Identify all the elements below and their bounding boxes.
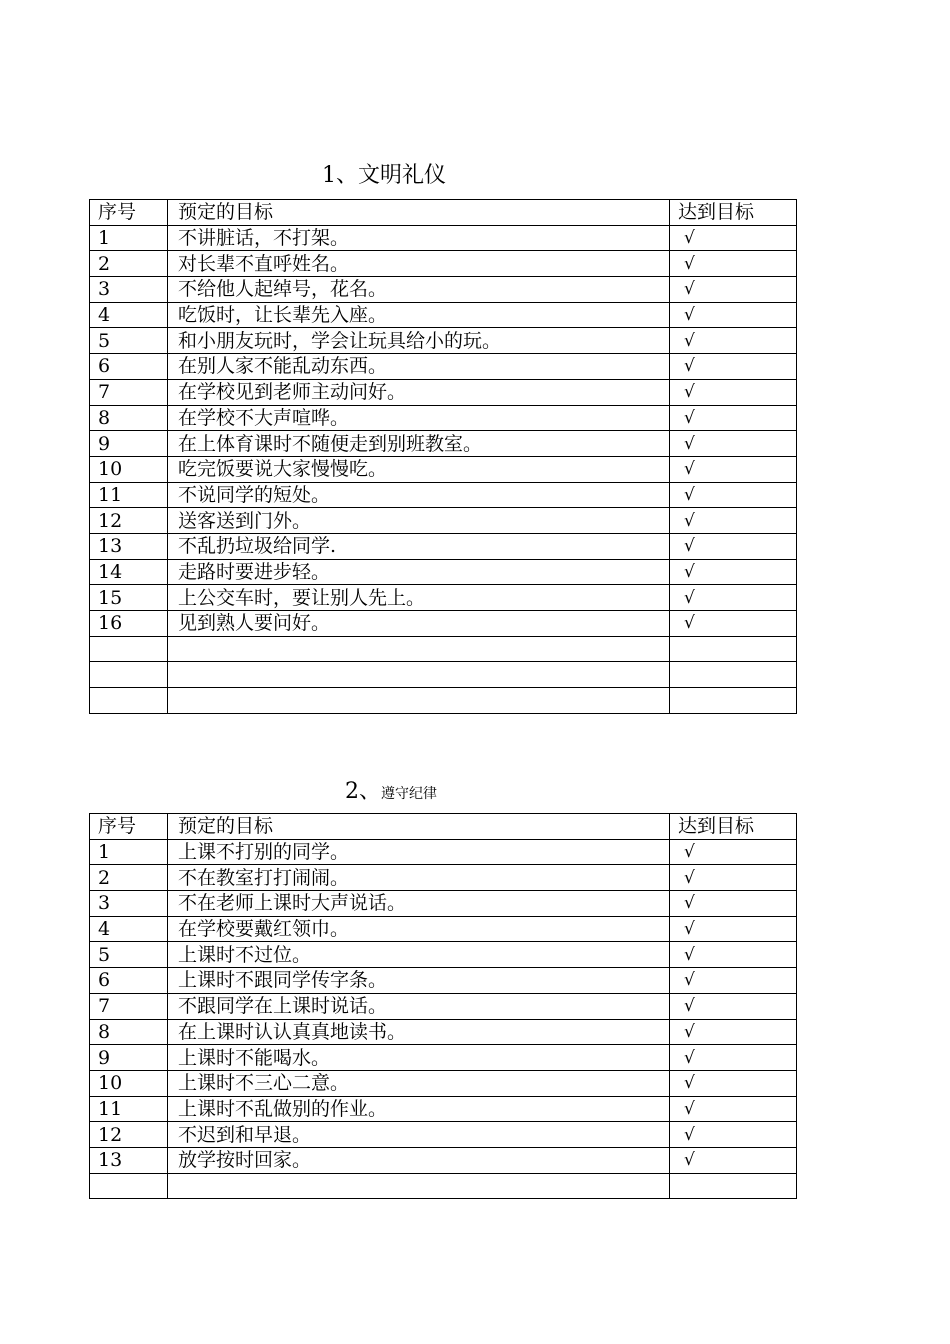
table-row [90, 533, 797, 559]
row-achieved-check: √ [670, 533, 797, 559]
row-achieved-check: √ [670, 251, 797, 277]
row-number: 11 [90, 482, 168, 508]
section-number: 1、 [322, 163, 358, 188]
row-achieved-check: √ [670, 1070, 797, 1096]
row-goal: 上课时不三心二意。 [168, 1070, 670, 1096]
row-goal: 在上课时认认真真地读书。 [168, 1019, 670, 1045]
row-number [90, 688, 168, 714]
section-title-text: 文明礼仪 [358, 163, 447, 188]
table-row [90, 1045, 797, 1071]
table-row [90, 508, 797, 534]
row-number: 3 [90, 891, 168, 917]
table-row [90, 611, 797, 637]
row-goal [168, 1173, 670, 1199]
row-achieved-check: √ [670, 1019, 797, 1045]
row-goal: 送客送到门外。 [168, 508, 670, 534]
row-achieved-check: √ [670, 456, 797, 482]
row-number: 6 [90, 968, 168, 994]
row-number: 10 [90, 1070, 168, 1096]
table-row [90, 354, 797, 380]
row-achieved-check [670, 1173, 797, 1199]
row-number: 14 [90, 559, 168, 585]
row-achieved-check: √ [670, 1096, 797, 1122]
row-number: 15 [90, 585, 168, 611]
header-goal: 预定的目标 [168, 200, 670, 226]
row-number: 13 [90, 1147, 168, 1173]
civility-goals-table [89, 199, 797, 714]
table-row [90, 839, 797, 865]
table-row [90, 277, 797, 303]
row-goal: 上课不打别的同学。 [168, 839, 670, 865]
row-number: 1 [90, 225, 168, 251]
row-number: 2 [90, 251, 168, 277]
table-row [90, 688, 797, 714]
row-goal: 走路时要进步轻。 [168, 559, 670, 585]
row-goal: 上课时不跟同学传字条。 [168, 968, 670, 994]
table-row [90, 328, 797, 354]
table-row [90, 1147, 797, 1173]
header-goal: 预定的目标 [168, 814, 670, 840]
row-achieved-check: √ [670, 942, 797, 968]
header-num: 序号 [90, 814, 168, 840]
row-number: 12 [90, 508, 168, 534]
table-row [90, 1070, 797, 1096]
row-number: 6 [90, 354, 168, 380]
row-goal: 上课时不乱做别的作业。 [168, 1096, 670, 1122]
row-achieved-check: √ [670, 839, 797, 865]
row-goal: 吃完饭要说大家慢慢吃。 [168, 456, 670, 482]
table-row [90, 916, 797, 942]
row-goal: 在别人家不能乱动东西。 [168, 354, 670, 380]
row-goal: 上公交车时，要让别人先上。 [168, 585, 670, 611]
row-number [90, 1173, 168, 1199]
row-number: 5 [90, 942, 168, 968]
table-row [90, 585, 797, 611]
row-goal [168, 636, 670, 662]
table-row [90, 993, 797, 1019]
section-title-discipline [345, 774, 437, 805]
table-row [90, 636, 797, 662]
row-achieved-check: √ [670, 891, 797, 917]
row-achieved-check: √ [670, 379, 797, 405]
row-number: 8 [90, 405, 168, 431]
row-goal [168, 688, 670, 714]
row-number: 3 [90, 277, 168, 303]
row-number: 10 [90, 456, 168, 482]
table-row [90, 251, 797, 277]
row-number: 1 [90, 839, 168, 865]
table-row [90, 1122, 797, 1148]
table-row [90, 302, 797, 328]
row-number: 9 [90, 1045, 168, 1071]
row-achieved-check [670, 636, 797, 662]
table-row [90, 456, 797, 482]
row-achieved-check: √ [670, 1122, 797, 1148]
row-number: 4 [90, 916, 168, 942]
row-goal: 和小朋友玩时，学会让玩具给小的玩。 [168, 328, 670, 354]
row-number: 2 [90, 865, 168, 891]
row-goal: 不乱扔垃圾给同学. [168, 533, 670, 559]
header-num: 序号 [90, 200, 168, 226]
row-achieved-check: √ [670, 431, 797, 457]
row-goal: 对长辈不直呼姓名。 [168, 251, 670, 277]
row-number: 11 [90, 1096, 168, 1122]
table-row [90, 891, 797, 917]
table-row [90, 1173, 797, 1199]
row-achieved-check: √ [670, 328, 797, 354]
table-row [90, 662, 797, 688]
row-achieved-check: √ [670, 277, 797, 303]
table-row [90, 405, 797, 431]
row-number: 7 [90, 379, 168, 405]
table-header-row [90, 200, 797, 226]
row-achieved-check: √ [670, 611, 797, 637]
table-row [90, 559, 797, 585]
row-goal: 不讲脏话，不打架。 [168, 225, 670, 251]
row-achieved-check: √ [670, 405, 797, 431]
row-goal: 上课时不过位。 [168, 942, 670, 968]
row-achieved-check: √ [670, 1147, 797, 1173]
row-achieved-check: √ [670, 508, 797, 534]
row-number: 8 [90, 1019, 168, 1045]
row-number: 9 [90, 431, 168, 457]
row-achieved-check: √ [670, 559, 797, 585]
row-achieved-check: √ [670, 354, 797, 380]
row-goal: 不迟到和早退。 [168, 1122, 670, 1148]
row-goal: 不给他人起绰号，花名。 [168, 277, 670, 303]
table-row [90, 379, 797, 405]
row-achieved-check: √ [670, 865, 797, 891]
row-number: 12 [90, 1122, 168, 1148]
table-row [90, 1096, 797, 1122]
row-number: 13 [90, 533, 168, 559]
row-goal: 在学校不大声喧哗。 [168, 405, 670, 431]
row-goal: 上课时不能喝水。 [168, 1045, 670, 1071]
row-number: 4 [90, 302, 168, 328]
row-number [90, 636, 168, 662]
table-row [90, 431, 797, 457]
row-goal: 在学校要戴红领巾。 [168, 916, 670, 942]
row-goal: 不说同学的短处。 [168, 482, 670, 508]
row-achieved-check [670, 662, 797, 688]
table-row [90, 482, 797, 508]
row-achieved-check: √ [670, 968, 797, 994]
row-achieved-check: √ [670, 585, 797, 611]
row-number: 5 [90, 328, 168, 354]
row-goal: 不跟同学在上课时说话。 [168, 993, 670, 1019]
row-achieved-check: √ [670, 302, 797, 328]
row-goal: 在上体育课时不随便走到别班教室。 [168, 431, 670, 457]
row-number: 16 [90, 611, 168, 637]
row-achieved-check: √ [670, 225, 797, 251]
row-goal: 不在教室打打闹闹。 [168, 865, 670, 891]
row-achieved-check: √ [670, 1045, 797, 1071]
row-goal: 放学按时回家。 [168, 1147, 670, 1173]
table-row [90, 968, 797, 994]
section-title-text: 遵守纪律 [381, 786, 437, 802]
section-number: 2、 [345, 779, 381, 804]
row-achieved-check: √ [670, 916, 797, 942]
row-number [90, 662, 168, 688]
row-goal: 见到熟人要问好。 [168, 611, 670, 637]
table-row [90, 1019, 797, 1045]
row-achieved-check: √ [670, 482, 797, 508]
row-goal [168, 662, 670, 688]
table-row [90, 942, 797, 968]
row-goal: 吃饭时，让长辈先入座。 [168, 302, 670, 328]
table-header-row [90, 814, 797, 840]
table-row [90, 865, 797, 891]
header-done: 达到目标 [670, 814, 797, 840]
row-achieved-check: √ [670, 993, 797, 1019]
discipline-goals-table [89, 813, 797, 1199]
row-goal: 不在老师上课时大声说话。 [168, 891, 670, 917]
row-goal: 在学校见到老师主动问好。 [168, 379, 670, 405]
section-title-civility [322, 158, 446, 189]
table-row [90, 225, 797, 251]
row-achieved-check [670, 688, 797, 714]
header-done: 达到目标 [670, 200, 797, 226]
row-number: 7 [90, 993, 168, 1019]
